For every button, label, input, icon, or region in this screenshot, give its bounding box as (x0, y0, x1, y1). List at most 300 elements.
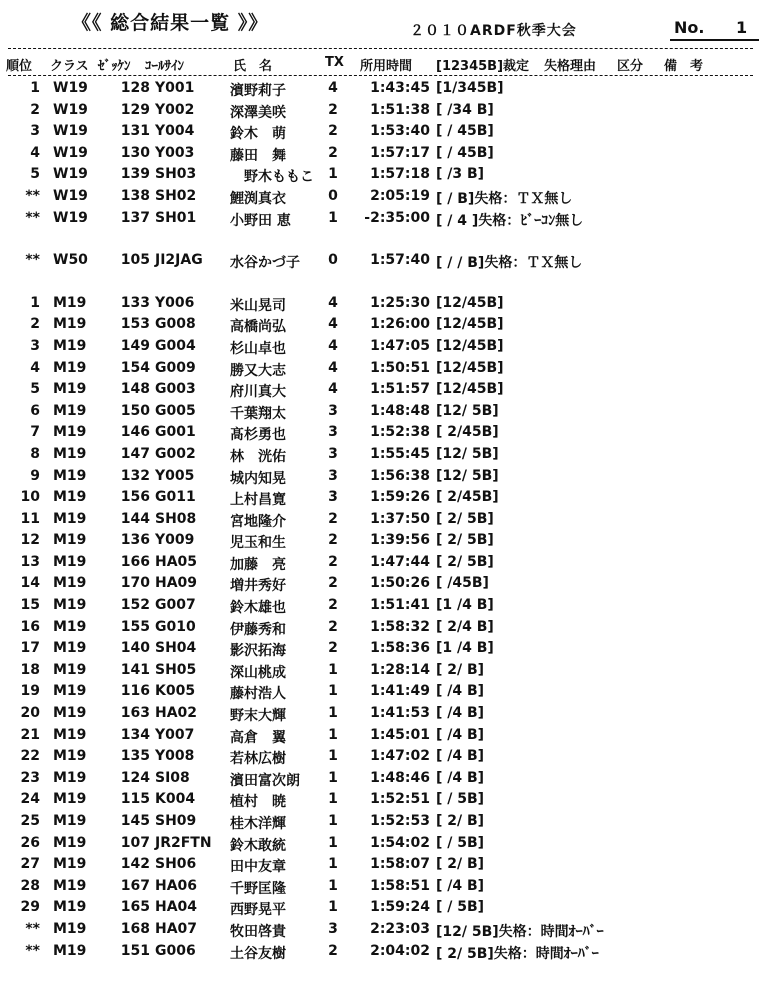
class-cell: W19 (53, 80, 88, 96)
rank-cell: 16 (20, 618, 40, 635)
name-cell: 勝又大志 (230, 362, 286, 379)
table-row (0, 422, 759, 444)
event-name: ２０１０ARDF秋季大会 (410, 23, 577, 39)
bib-cell: 152 (120, 597, 150, 614)
page-number (674, 18, 747, 37)
rank-cell: 15 (20, 597, 40, 614)
table-row (0, 208, 759, 230)
table-row (0, 897, 759, 919)
rank-cell: 3 (30, 123, 40, 140)
table-row (0, 660, 759, 682)
bib-cell: 166 (120, 553, 150, 570)
rank-cell: 27 (20, 856, 40, 873)
name-cell: 児玉和生 (230, 535, 286, 552)
class-cell: M19 (53, 618, 87, 635)
rank-cell: 19 (20, 683, 40, 700)
remark-cell: [ /4 B] (436, 683, 485, 700)
time-cell: 1:28:14 (370, 661, 430, 678)
tx-cell: 4 (328, 381, 338, 398)
callsign-cell: SH03 (155, 166, 197, 183)
bib-cell: 128 (120, 80, 150, 96)
time-cell: 1:58:51 (370, 877, 430, 894)
table-row (0, 358, 759, 380)
class-cell: M19 (53, 791, 87, 808)
bib-cell: 115 (120, 791, 150, 808)
col-bib: ｾﾞｯｹﾝ (98, 59, 131, 74)
class-cell: M19 (53, 467, 87, 484)
table-row (0, 336, 759, 358)
rank-cell: 1 (30, 80, 40, 96)
class-cell: W19 (53, 101, 88, 118)
table-row (0, 444, 759, 466)
callsign-cell: SH06 (155, 856, 197, 873)
remark-cell: [ /3 B] (436, 166, 485, 183)
tx-cell: 1 (328, 661, 338, 678)
tx-cell: 1 (328, 683, 338, 700)
name-cell: 城内知晃 (230, 470, 286, 487)
bib-cell: 142 (120, 856, 150, 873)
table-row (0, 293, 759, 315)
table-row (0, 746, 759, 768)
tx-cell: 4 (328, 80, 338, 96)
bib-cell: 146 (120, 424, 150, 441)
col-tx: TX (325, 55, 344, 70)
col-name: 氏 名 (233, 59, 273, 74)
bib-cell: 131 (120, 123, 150, 140)
tx-cell: 3 (328, 402, 338, 419)
name-cell: 千葉翔太 (230, 405, 286, 422)
bib-cell: 133 (120, 294, 150, 311)
class-cell: M19 (53, 640, 87, 657)
bib-cell: 153 (120, 316, 150, 333)
name-cell: 植村 暁 (230, 794, 286, 811)
name-cell: 髙杉勇也 (230, 427, 286, 444)
remark-cell: [ /4 B] (436, 726, 485, 743)
page-number-value: 1 (736, 18, 748, 37)
class-cell: W19 (53, 187, 88, 204)
callsign-cell: SH05 (155, 661, 197, 678)
page-number-underline (670, 39, 759, 41)
class-cell: W19 (53, 123, 88, 140)
table-row (0, 919, 759, 941)
col-remarks: 備 考 (664, 59, 704, 74)
tx-cell: 0 (328, 187, 338, 204)
callsign-cell: Y002 (155, 101, 195, 118)
remark-cell: [12/ 5B]失格：時間ｵｰﾊﾞｰ (436, 923, 604, 940)
bib-cell: 138 (120, 187, 150, 204)
name-cell: 濱田富次朗 (230, 772, 300, 789)
time-cell: 2:04:02 (370, 942, 430, 959)
name-cell: 西野晃平 (230, 902, 286, 919)
name-cell: 府川真大 (230, 384, 286, 401)
time-cell: 1:50:26 (370, 575, 430, 592)
tx-cell: 4 (328, 337, 338, 354)
bib-cell: 134 (120, 726, 150, 743)
table-row (0, 78, 759, 100)
bib-cell: 148 (120, 381, 150, 398)
callsign-cell: G004 (155, 337, 196, 354)
tx-cell: 2 (328, 618, 338, 635)
bib-cell: 137 (120, 209, 150, 226)
time-cell: 2:05:19 (370, 187, 430, 204)
class-cell: M19 (53, 920, 87, 937)
bib-cell: 145 (120, 813, 150, 829)
table-row (0, 811, 759, 833)
time-cell: 1:59:26 (370, 489, 430, 506)
remark-cell: [ / B]失格：ＴＸ無し (436, 190, 573, 207)
remark-cell: [12/45B] (436, 294, 504, 311)
class-cell: W19 (53, 144, 88, 161)
name-cell: 加藤 亮 (230, 556, 286, 573)
rank-cell: 22 (20, 748, 40, 765)
remark-cell: [ / 45B] (436, 144, 494, 161)
callsign-cell: Y004 (155, 123, 195, 140)
rank-cell: 6 (30, 402, 40, 419)
table-row (0, 789, 759, 811)
tx-cell: 0 (328, 252, 338, 269)
time-cell: 1:47:44 (370, 553, 430, 570)
class-cell: M19 (53, 532, 87, 549)
rank-cell: 10 (20, 489, 40, 506)
rank-cell: 12 (20, 532, 40, 549)
name-cell: 影沢拓海 (230, 643, 286, 660)
rank-cell: 20 (20, 705, 40, 722)
time-cell: 1:47:02 (370, 748, 430, 765)
rank-cell: 13 (20, 553, 40, 570)
tx-cell: 3 (328, 920, 338, 937)
time-cell: 1:37:50 (370, 510, 430, 527)
tx-cell: 1 (328, 748, 338, 765)
time-cell: 1:52:51 (370, 791, 430, 808)
bib-cell: 154 (120, 359, 150, 376)
rank-cell: ** (25, 209, 40, 226)
table-row (0, 164, 759, 186)
name-cell: 上村昌寛 (230, 492, 286, 509)
bib-cell: 140 (120, 640, 150, 657)
time-cell: -2:35:00 (364, 209, 430, 226)
tx-cell: 2 (328, 123, 338, 140)
name-cell: 若林広樹 (230, 751, 286, 768)
class-cell: M19 (53, 726, 87, 743)
time-cell: 1:58:36 (370, 640, 430, 657)
remark-cell: [1 /4 B] (436, 640, 494, 657)
callsign-cell: Y008 (155, 748, 195, 765)
class-cell: M19 (53, 445, 87, 462)
remark-cell: [12/ 5B] (436, 467, 499, 484)
remark-cell: [ 2/ B] (436, 856, 485, 873)
remark-cell: [ /4 B] (436, 877, 485, 894)
table-row (0, 681, 759, 703)
name-cell: 田中友章 (230, 859, 286, 876)
time-cell: 1:50:51 (370, 359, 430, 376)
remark-cell: [ / 5B] (436, 791, 485, 808)
bib-cell: 155 (120, 618, 150, 635)
remark-cell: [ 2/ 5B] (436, 553, 494, 570)
table-row (0, 379, 759, 401)
class-cell: M19 (53, 316, 87, 333)
bib-cell: 130 (120, 144, 150, 161)
class-cell: M19 (53, 813, 87, 829)
rank-cell: 29 (20, 899, 40, 916)
rank-cell: ** (25, 187, 40, 204)
page-number-label: No. (674, 18, 705, 37)
remark-cell: [1 /4 B] (436, 597, 494, 614)
callsign-cell: G007 (155, 597, 196, 614)
table-row (0, 768, 759, 790)
col-class: クラス (50, 59, 89, 74)
class-cell: M19 (53, 575, 87, 592)
tx-cell: 2 (328, 597, 338, 614)
rank-cell: 14 (20, 575, 40, 592)
class-cell: M19 (53, 597, 87, 614)
callsign-cell: G009 (155, 359, 196, 376)
section-spacer (0, 272, 759, 293)
remark-cell: [ 2/4 B] (436, 618, 494, 635)
time-cell: 1:58:07 (370, 856, 430, 873)
name-cell: 杉山卓也 (230, 340, 286, 357)
rank-cell: ** (25, 920, 40, 937)
class-cell: M19 (53, 553, 87, 570)
rank-cell: 5 (30, 166, 40, 183)
name-cell: 藤村浩人 (230, 686, 286, 703)
tx-cell: 4 (328, 294, 338, 311)
rank-cell: 8 (30, 445, 40, 462)
name-cell: 鈴木雄也 (230, 600, 286, 617)
time-cell: 1:43:45 (370, 80, 430, 96)
time-cell: 1:57:40 (370, 252, 430, 269)
column-header-row (0, 55, 759, 73)
table-row (0, 487, 759, 509)
class-cell: M19 (53, 402, 87, 419)
name-cell: 林 洸佑 (230, 448, 286, 465)
name-cell: 鈴木 萌 (230, 126, 286, 143)
bib-cell: 144 (120, 510, 150, 527)
tx-cell: 2 (328, 575, 338, 592)
remark-cell: [1/345B] (436, 80, 504, 96)
name-cell: 高橋尚弘 (230, 319, 286, 336)
callsign-cell: HA05 (155, 553, 198, 570)
remark-cell: [ /45B] (436, 575, 489, 592)
callsign-cell: K005 (155, 683, 196, 700)
bib-cell: 105 (120, 252, 150, 269)
tx-cell: 1 (328, 705, 338, 722)
table-row (0, 854, 759, 876)
callsign-cell: HA04 (155, 899, 198, 916)
remark-cell: [ 2/45B] (436, 424, 499, 441)
class-cell: W19 (53, 166, 88, 183)
tx-cell: 1 (328, 834, 338, 851)
name-cell: 濱野莉子 (230, 83, 286, 99)
callsign-cell: G002 (155, 445, 196, 462)
callsign-cell: K004 (155, 791, 196, 808)
table-row (0, 186, 759, 208)
tx-cell: 1 (328, 877, 338, 894)
time-cell: 1:41:49 (370, 683, 430, 700)
class-cell: M19 (53, 705, 87, 722)
callsign-cell: G008 (155, 316, 196, 333)
table-row (0, 617, 759, 639)
tx-cell: 2 (328, 101, 338, 118)
tx-cell: 2 (328, 640, 338, 657)
time-cell: 1:58:32 (370, 618, 430, 635)
callsign-cell: Y007 (155, 726, 195, 743)
tx-cell: 1 (328, 856, 338, 873)
class-cell: M19 (53, 877, 87, 894)
rank-cell: 4 (30, 144, 40, 161)
remark-cell: [12/45B] (436, 381, 504, 398)
time-cell: 1:39:56 (370, 532, 430, 549)
tx-cell: 2 (328, 144, 338, 161)
callsign-cell: HA09 (155, 575, 198, 592)
class-cell: M19 (53, 899, 87, 916)
callsign-cell: JR2FTN (155, 834, 212, 851)
name-cell: 桂木洋輝 (230, 816, 286, 832)
class-cell: M19 (53, 942, 87, 959)
tx-cell: 4 (328, 359, 338, 376)
class-cell: M19 (53, 510, 87, 527)
callsign-cell: Y006 (155, 294, 195, 311)
table-row (0, 941, 759, 963)
bib-cell: 170 (120, 575, 150, 592)
table-row (0, 638, 759, 660)
class-cell: M19 (53, 683, 87, 700)
name-cell: 増井秀好 (230, 578, 286, 595)
class-cell: M19 (53, 748, 87, 765)
time-cell: 2:23:03 (370, 920, 430, 937)
callsign-cell: G003 (155, 381, 196, 398)
time-cell: 1:52:38 (370, 424, 430, 441)
tx-cell: 3 (328, 489, 338, 506)
time-cell: 1:53:40 (370, 123, 430, 140)
callsign-cell: SI08 (155, 769, 190, 786)
name-cell: 牧田啓貴 (230, 923, 286, 940)
table-row (0, 530, 759, 552)
col-division: 区分 (617, 59, 644, 74)
remark-cell: [12/45B] (436, 316, 504, 333)
callsign-cell: SH08 (155, 510, 197, 527)
remark-cell: [ /34 B] (436, 101, 494, 118)
name-cell: 水谷かづ子 (230, 255, 300, 272)
tx-cell: 1 (328, 726, 338, 743)
time-cell: 1:48:48 (370, 402, 430, 419)
rank-cell: 26 (20, 834, 40, 851)
bib-cell: 165 (120, 899, 150, 916)
time-cell: 1:57:18 (370, 166, 430, 183)
name-cell: 深澤美咲 (230, 104, 286, 121)
rank-cell: 1 (30, 294, 40, 311)
col-callsign: ｺｰﾙｻｲﾝ (145, 59, 184, 74)
table-row (0, 509, 759, 531)
col-rank: 順位 (6, 59, 33, 74)
callsign-cell: G011 (155, 489, 196, 506)
callsign-cell: G001 (155, 424, 196, 441)
rank-cell: 24 (20, 791, 40, 808)
rank-cell: 2 (30, 316, 40, 333)
bib-cell: 139 (120, 166, 150, 183)
header-divider-top (8, 48, 753, 49)
rank-cell: 5 (30, 381, 40, 398)
class-cell: W19 (53, 209, 88, 226)
table-row (0, 401, 759, 423)
col-dq-reason: 失格理由 (544, 59, 597, 74)
tx-cell: 1 (328, 209, 338, 226)
class-cell: M19 (53, 661, 87, 678)
rank-cell: 25 (20, 813, 40, 829)
time-cell: 1:52:53 (370, 813, 430, 829)
table-row (0, 143, 759, 165)
callsign-cell: Y005 (155, 467, 195, 484)
time-cell: 1:25:30 (370, 294, 430, 311)
remark-cell: [ 2/ B] (436, 813, 485, 829)
time-cell: 1:41:53 (370, 705, 430, 722)
tx-cell: 1 (328, 791, 338, 808)
bib-cell: 150 (120, 402, 150, 419)
callsign-cell: SH01 (155, 209, 197, 226)
name-cell: 鈴木敢統 (230, 837, 286, 854)
tx-cell: 3 (328, 424, 338, 441)
table-row (0, 552, 759, 574)
bib-cell: 163 (120, 705, 150, 722)
name-cell: 伊藤秀和 (230, 621, 286, 638)
rank-cell: 23 (20, 769, 40, 786)
tx-cell: 2 (328, 942, 338, 959)
remark-cell: [ /4 B] (436, 705, 485, 722)
rank-cell: 28 (20, 877, 40, 894)
rank-cell: 3 (30, 337, 40, 354)
name-cell: 野木ももこ (230, 169, 314, 186)
bib-cell: 168 (120, 920, 150, 937)
callsign-cell: JI2JAG (155, 252, 203, 269)
remark-cell: [ / 5B] (436, 899, 485, 916)
remark-cell: [12/ 5B] (436, 445, 499, 462)
tx-cell: 2 (328, 532, 338, 549)
remark-cell: [ / 45B] (436, 123, 494, 140)
tx-cell: 3 (328, 467, 338, 484)
table-row (0, 876, 759, 898)
name-cell: 野末大輝 (230, 708, 286, 725)
table-row (0, 703, 759, 725)
remark-cell: [12/45B] (436, 337, 504, 354)
time-cell: 1:51:38 (370, 101, 430, 118)
rank-cell: ** (25, 942, 40, 959)
time-cell: 1:45:01 (370, 726, 430, 743)
table-row (0, 121, 759, 143)
tx-cell: 2 (328, 553, 338, 570)
page-title: 《《 総合結果一覧 》》 (72, 12, 269, 34)
section-spacer (0, 229, 759, 250)
name-cell: 宮地隆介 (230, 513, 286, 530)
tx-cell: 1 (328, 769, 338, 786)
rank-cell: 9 (30, 467, 40, 484)
bib-cell: 124 (120, 769, 150, 786)
name-cell: 千野匡隆 (230, 880, 286, 897)
table-row (0, 595, 759, 617)
name-cell: 小野田 恵 (230, 212, 291, 229)
class-cell: M19 (53, 424, 87, 441)
time-cell: 1:48:46 (370, 769, 430, 786)
class-cell: M19 (53, 359, 87, 376)
remark-cell: [ 2/ 5B] (436, 532, 494, 549)
class-cell: M19 (53, 381, 87, 398)
remark-cell: [ /4 B] (436, 769, 485, 786)
remark-cell: [ 2/ 5B]失格：時間ｵｰﾊﾞｰ (436, 945, 599, 962)
rank-cell: 4 (30, 359, 40, 376)
time-cell: 1:54:02 (370, 834, 430, 851)
remark-cell: [ 2/ B] (436, 661, 485, 678)
col-time: 所用時間 (360, 59, 413, 74)
time-cell: 1:51:41 (370, 597, 430, 614)
bib-cell: 147 (120, 445, 150, 462)
